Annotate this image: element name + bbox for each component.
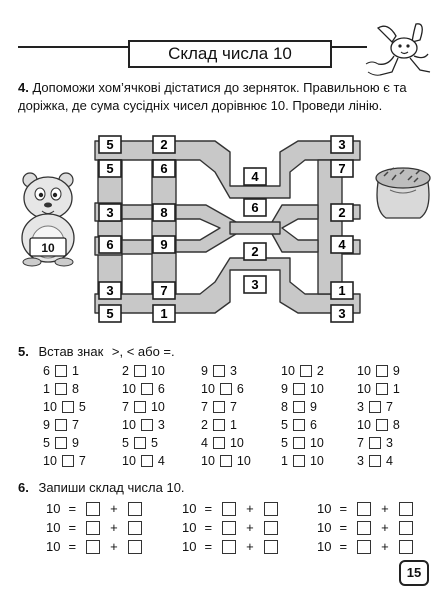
answer-box[interactable] [293,401,305,413]
comparison-item [43,364,79,378]
plus-sign: + [110,520,118,535]
addend-box[interactable] [399,502,413,516]
composition-equation [178,539,284,554]
svg-text:3: 3 [106,283,114,298]
maze-number-col2 [153,160,175,177]
answer-box[interactable] [376,419,388,431]
equation-value: 10 [182,520,197,535]
comparison-item [201,382,244,396]
comparison-left-value: 5 [281,418,288,432]
answer-box[interactable] [220,455,232,467]
svg-text:6: 6 [251,200,259,215]
comparison-right-value: 1 [392,382,400,396]
addend-box[interactable] [86,502,100,516]
maze-number-col4 [331,305,353,322]
equation-value: 10 [317,501,332,516]
comparison-left-value: 3 [357,400,364,414]
comparison-left-value: 7 [122,400,129,414]
comparison-left-value: 4 [201,436,208,450]
comparison-right-value: 4 [385,454,393,468]
comparison-item [357,436,393,450]
comparison-left-value: 10 [357,418,371,432]
equals-sign: = [339,539,348,554]
maze-number-col4 [331,236,353,253]
comparison-item [43,418,79,432]
answer-box[interactable] [293,419,305,431]
maze-road [152,160,176,294]
maze-number-col1 [99,236,121,253]
plus-sign: + [246,501,254,516]
svg-text:5: 5 [106,306,114,321]
addend-box[interactable] [264,540,278,554]
addend-box[interactable] [399,521,413,535]
comparison-item [201,454,251,468]
answer-box[interactable] [213,401,225,413]
task4-text: Допоможи хом’ячкові дістатися до зерняток. Правильною є та доріжка, де сума сусідніх чисел дорівнює 10. Проведи лінію. [18,80,407,113]
addend-box[interactable] [86,521,100,535]
comparison-left-value: 10 [43,400,57,414]
maze-number-col2 [153,136,175,153]
comparison-left-value: 10 [43,454,57,468]
comparison-left-value: 10 [357,382,371,396]
maze-number-col2 [153,204,175,221]
answer-box[interactable] [62,455,74,467]
comparison-right-value: 9 [392,364,400,378]
task6-number: 6. [18,480,29,495]
answer-box[interactable] [134,365,146,377]
equals-sign: = [68,501,77,516]
answer-box[interactable] [213,437,225,449]
maze-road [318,160,342,294]
comparison-left-value: 9 [43,418,50,432]
comparison-item [281,382,324,396]
comparison-right-value: 7 [385,400,393,414]
addend-box[interactable] [357,521,371,535]
equation-value: 10 [46,539,61,554]
answer-box[interactable] [369,455,381,467]
addend-box[interactable] [128,502,142,516]
comparison-item [357,364,400,378]
task6-header [18,480,185,495]
composition-equation [42,539,148,554]
addend-box[interactable] [222,502,236,516]
answer-box[interactable] [55,419,67,431]
equation-value: 10 [317,539,332,554]
answer-box[interactable] [134,437,146,449]
comparison-item [357,454,393,468]
answer-box[interactable] [55,365,67,377]
comparison-right-value: 10 [150,364,165,378]
comparison-right-value: 1 [229,418,237,432]
equation-value: 10 [46,501,61,516]
comparison-item [281,418,317,432]
comparison-item [122,436,158,450]
equals-sign: = [68,520,77,535]
comparison-left-value: 10 [201,382,215,396]
answer-box[interactable] [220,383,232,395]
maze-number-col1 [99,160,121,177]
comparison-left-value: 3 [357,454,364,468]
maze-number-col1 [99,282,121,299]
task5-signs: >, < або =. [111,344,175,359]
composition-equation [313,520,419,535]
comparison-right-value: 10 [236,454,251,468]
comparison-left-value: 10 [357,364,371,378]
equation-value: 10 [182,501,197,516]
comparison-right-value: 6 [157,382,165,396]
svg-text:6: 6 [160,161,168,176]
comparison-item [43,382,79,396]
answer-box[interactable] [376,365,388,377]
comparison-right-value: 3 [385,436,393,450]
comparison-left-value: 10 [122,418,136,432]
hamster-sign: 10 [41,241,55,255]
comparison-right-value: 8 [71,382,79,396]
answer-box[interactable] [300,365,312,377]
comparison-right-value: 5 [78,400,86,414]
svg-text:3: 3 [106,205,114,220]
composition-equation [178,520,284,535]
comparison-left-value: 9 [281,382,288,396]
addend-box[interactable] [357,540,371,554]
maze-number-col4 [331,204,353,221]
svg-text:7: 7 [160,283,168,298]
page-number: 15 [399,560,429,586]
maze-number-col2 [153,282,175,299]
comparison-item [281,364,324,378]
composition-equation [42,520,148,535]
svg-text:2: 2 [160,137,168,152]
comparison-item [201,364,237,378]
comparison-left-value: 10 [122,382,136,396]
svg-text:2: 2 [251,244,259,259]
comparison-left-value: 5 [43,436,50,450]
answer-box[interactable] [55,437,67,449]
maze-number-col4 [331,136,353,153]
comparison-left-value: 10 [122,454,136,468]
comparison-right-value: 5 [150,436,158,450]
plus-sign: + [110,501,118,516]
answer-box[interactable] [141,455,153,467]
comparison-left-value: 7 [201,400,208,414]
comparison-right-value: 3 [229,364,237,378]
answer-box[interactable] [141,383,153,395]
plus-sign: + [110,539,118,554]
addend-box[interactable] [222,540,236,554]
comparison-left-value: 9 [201,364,208,378]
comparison-left-value: 1 [281,454,288,468]
addend-box[interactable] [357,502,371,516]
answer-box[interactable] [134,401,146,413]
comparison-item [201,436,244,450]
equals-sign: = [339,520,348,535]
plus-sign: + [381,520,389,535]
composition-equation [313,501,419,516]
composition-equation [42,501,148,516]
task5-header [18,344,175,359]
maze-number-col4 [331,282,353,299]
comparison-right-value: 2 [316,364,324,378]
svg-text:8: 8 [160,205,168,220]
comparison-left-value: 8 [281,400,288,414]
comparison-right-value: 1 [71,364,79,378]
answer-box[interactable] [55,383,67,395]
addend-box[interactable] [264,502,278,516]
maze-road [122,240,152,254]
svg-text:7: 7 [338,161,346,176]
addend-box[interactable] [399,540,413,554]
task5-number: 5. [18,344,29,359]
comparison-left-value: 5 [122,436,129,450]
comparison-right-value: 10 [309,382,324,396]
comparison-item [122,364,165,378]
task6-label: Запиши склад числа 10. [38,480,185,495]
comparison-item [122,454,165,468]
maze-road [230,222,280,234]
comparison-right-value: 7 [71,418,79,432]
plus-sign: + [246,539,254,554]
comparison-item [281,436,324,450]
plus-sign: + [381,539,389,554]
comparison-item [43,454,86,468]
maze-number-col1 [99,204,121,221]
comparison-item [122,400,165,414]
comparison-right-value: 9 [71,436,79,450]
maze-road [176,205,236,252]
comparison-item [43,400,86,414]
comparison-item [201,418,237,432]
addend-box[interactable] [264,521,278,535]
svg-text:4: 4 [251,169,259,184]
comparison-right-value: 7 [78,454,86,468]
comparison-left-value: 7 [357,436,364,450]
answer-box[interactable] [213,365,225,377]
svg-text:5: 5 [106,137,114,152]
comparison-item [122,418,165,432]
equals-sign: = [68,539,77,554]
comparison-right-value: 7 [229,400,237,414]
composition-equation [313,539,419,554]
page-title: Склад числа 10 [128,40,332,68]
svg-text:3: 3 [338,137,346,152]
answer-box[interactable] [213,419,225,431]
maze-number-col4 [331,160,353,177]
equals-sign: = [339,501,348,516]
answer-box[interactable] [293,455,305,467]
answer-box[interactable] [293,383,305,395]
comparison-left-value: 10 [201,454,215,468]
svg-text:2: 2 [338,205,346,220]
equals-sign: = [204,520,213,535]
svg-text:3: 3 [251,277,259,292]
task5-label: Встав знак [38,344,104,359]
answer-box[interactable] [141,419,153,431]
comparison-right-value: 9 [309,400,317,414]
comparison-right-value: 6 [236,382,244,396]
maze-number-center [244,168,266,185]
addend-box[interactable] [128,540,142,554]
comparison-right-value: 10 [309,436,324,450]
equation-value: 10 [317,520,332,535]
plus-sign: + [381,501,389,516]
svg-text:1: 1 [338,283,346,298]
comparison-left-value: 6 [43,364,50,378]
maze-number-col1 [99,305,121,322]
comparison-item [357,382,400,396]
maze-number-center [244,243,266,260]
comparison-item [201,400,237,414]
task4-number: 4. [18,80,29,95]
comparison-item [43,436,79,450]
addend-box[interactable] [128,521,142,535]
comparison-right-value: 8 [392,418,400,432]
comparison-item [281,454,324,468]
maze-number-col1 [99,136,121,153]
svg-text:1: 1 [160,306,168,321]
svg-text:9: 9 [160,237,168,252]
answer-box[interactable] [376,383,388,395]
svg-text:3: 3 [338,306,346,321]
composition-equation [178,501,284,516]
comparison-left-value: 2 [201,418,208,432]
maze-number-col2 [153,305,175,322]
plus-sign: + [246,520,254,535]
equals-sign: = [204,501,213,516]
maze-number-col2 [153,236,175,253]
svg-text:6: 6 [106,237,114,252]
comparison-left-value: 10 [281,364,295,378]
comparison-left-value: 1 [43,382,50,396]
comparison-right-value: 10 [229,436,244,450]
maze-number-center [244,276,266,293]
comparison-right-value: 6 [309,418,317,432]
svg-text:5: 5 [106,161,114,176]
comparison-item [357,400,393,414]
comparison-item [122,382,165,396]
answer-box[interactable] [369,401,381,413]
addend-box[interactable] [222,521,236,535]
maze-road [122,205,152,219]
equals-sign: = [204,539,213,554]
equation-value: 10 [46,520,61,535]
answer-box[interactable] [293,437,305,449]
comparison-right-value: 10 [309,454,324,468]
svg-text:4: 4 [338,237,346,252]
answer-box[interactable] [62,401,74,413]
comparison-right-value: 3 [157,418,165,432]
answer-box[interactable] [369,437,381,449]
addend-box[interactable] [86,540,100,554]
comparison-right-value: 4 [157,454,165,468]
maze-number-center [244,199,266,216]
comparison-left-value: 5 [281,436,288,450]
comparison-left-value: 2 [122,364,129,378]
comparison-right-value: 10 [150,400,165,414]
comparison-item [357,418,400,432]
comparison-item [281,400,317,414]
equation-value: 10 [182,539,197,554]
maze-road [98,160,122,294]
